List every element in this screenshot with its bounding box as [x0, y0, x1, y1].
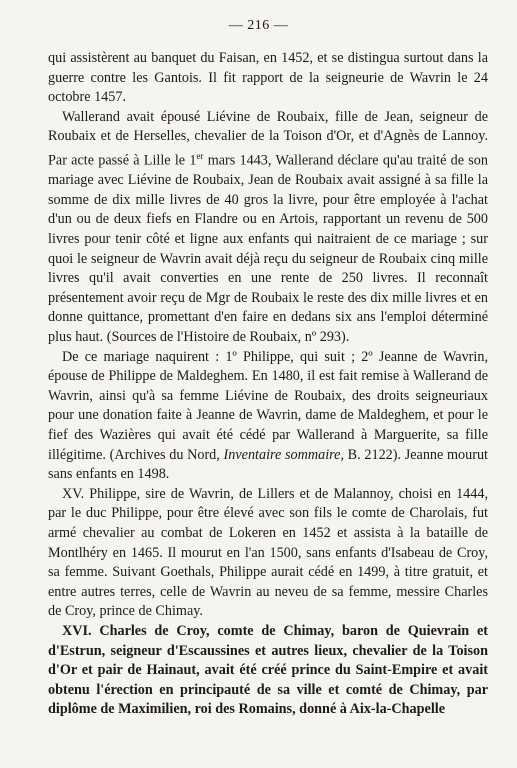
page-body	[48, 49, 488, 720]
superscript-er: er	[196, 150, 204, 161]
paragraph-xv: XV. Philippe, sire de Wavrin, de Lillers et de Malannoy, choisi en 1444, par le duc Philippe, pour être élevé avec son fils le comte de Charolais, fut armé chevalier au combat de Lokeren en 1452 et assista à la bataille de Montlhéry en 1465. Il mourut en l'an 1500, sans enfants d'Isabeau de Croy, sa femme. Suivant Goethals, Philippe aurait cédé en 1499, à titre gratuit, et entre autres terres, celle de Wavrin au neveu de sa femme, messire Charles de Croy, prince de Chimay.	[48, 485, 488, 620]
paragraph-2-text: Wallerand avait épousé Liévine de Roubaix, fille de Jean, seigneur de Roubaix et de Herselles, chevalier de la Toison d'Or, et d'Agnès de Lannoy. Par acte passé à Lille le 1	[48, 108, 488, 169]
italic-title: Inventaire sommaire	[223, 446, 341, 463]
paragraph-1: qui assistèrent au banquet du Faisan, en 1452, et se distingua surtout dans la guerre contre les Gantois. Il fit rapport de la seigneurie de Wavrin le 24 octobre 1457.	[48, 50, 488, 106]
paragraph-3-text-cont: , B. 2122). Jeanne mourut sans enfants en 1498.	[48, 446, 488, 483]
paragraph-2	[48, 108, 488, 348]
paragraph-xvi: XVI. Charles de Croy, comte de Chimay, baron de Quievrain et d'Estrun, seigneur d'Escaussines et autres lieux, chevalier de la Toison d'Or et pair de Hainaut, avait été créé prince du Saint-Empire et avait obtenu l'érection en principauté de sa ville et comté de Chimay, par diplôme de Maximilien, roi des Romains, donné à Aix-la-Chapelle	[48, 622, 488, 718]
paragraph-2-text-cont: mars 1443, Wallerand déclare qu'au traité de son mariage avec Liévine de Roubaix, Jean de Roubaix avait assigné à sa fille la somme de dix mille livres de 40 gros la livre, pour être employée à l'achat d'un ou de deux fiefs en Flandre ou en Artois, rapportant un revenu de 500 livres pour tenir côté et ligne aux enfants qui naitraient de ce mariage ; sur quoi le seigneur de Wavrin avait déjà reçu du seigneur de Roubaix cinq mille livres qu'il avait converties en une rente de 250 livres. Il reconnaît présentement avoir reçu de Mgr de Roubaix le reste des dix mille livres et en donne quittance, promettant d'en faire en dedans six ans l'emploi déterminé plus haut. (Sources de l'Histoire de Roubaix, nº 293).	[48, 152, 488, 346]
paragraph-3-text: De ce mariage naquirent : 1º Philippe, qui suit ; 2º Jeanne de Wavrin, épouse de Philippe de Maldeghem. En 1480, il est fait remise à Wallerand de Wavrin, ainsi qu'à sa femme Liévine de Roubaix, des droits seigneuriaux pour une donation faite à Jeanne de Wavrin, dame de Maldeghem, et pour le fief des Wazières qui avait été cédé par Wallerand à Marguerite, sa fille illégitime. (Archives du Nord,	[48, 348, 488, 463]
paragraph-3	[48, 348, 488, 485]
page-number: — 216 —	[228, 18, 289, 33]
